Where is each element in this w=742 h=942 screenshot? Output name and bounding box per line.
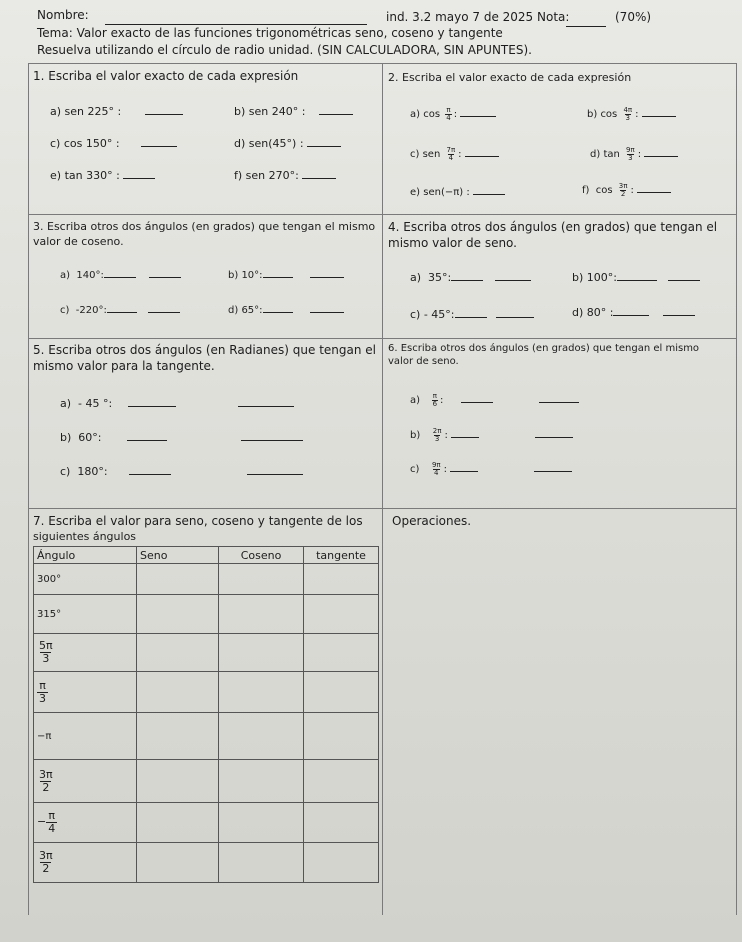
table-row [34, 634, 379, 672]
header-sine: Seno [137, 547, 219, 564]
s6-item-a: a) $\frac{\pi}{6}$ : [410, 392, 579, 408]
angle-cell: $\frac{3\pi}{2}$ [34, 843, 137, 883]
s3-item-b: b) 10°: [228, 267, 344, 281]
grid-divider [382, 63, 383, 915]
section-5-title-line1: 5. Escriba otros dos ángulos (en Radianes) que tengan el [33, 343, 376, 357]
table-row [34, 843, 379, 883]
s1-item-c: c) cos 150° : [50, 136, 177, 150]
tangent-cell[interactable] [304, 564, 379, 595]
angle-cell: 300° [34, 564, 137, 595]
name-blank[interactable] [105, 14, 367, 25]
section-2-title: 2. Escriba el valor exacto de cada expresión [388, 71, 632, 84]
s1-item-f: f) sen 270°: [234, 168, 336, 182]
percent: (70%) [615, 10, 652, 24]
tangent-cell[interactable] [304, 760, 379, 803]
table-row [34, 595, 379, 634]
header-angle: Ángulo [34, 547, 137, 564]
angle-cell: $\frac{3\pi}{2}$ [34, 760, 137, 803]
sine-cell[interactable] [137, 713, 219, 760]
name-label: Nombre: [37, 8, 89, 22]
section-1-title: 1. Escriba el valor exacto de cada expresión [33, 69, 299, 83]
s2-item-a: a) cos $\frac{\pi}{4}$ : [410, 106, 496, 122]
tangent-cell[interactable] [304, 595, 379, 634]
section-5-title-line2: mismo valor para la tangente. [33, 359, 215, 373]
topic: Tema: Valor exacto de las funciones trigonométricas seno, coseno y tangente [37, 26, 503, 40]
s2-item-d: d) tan $\frac{9\pi}{3}$ : [590, 146, 678, 162]
sine-cell[interactable] [137, 843, 219, 883]
section-3-title-line2: valor de coseno. [33, 235, 124, 248]
sine-cell[interactable] [137, 760, 219, 803]
header-cosine: Coseno [219, 547, 304, 564]
sine-cell[interactable] [137, 595, 219, 634]
header-tangent: tangente [304, 547, 379, 564]
instructions: Resuelva utilizando el círculo de radio unidad. (SIN CALCULADORA, SIN APUNTES). [37, 43, 532, 57]
table-row [34, 564, 379, 595]
table-row [34, 713, 379, 760]
table-header-row [34, 547, 379, 564]
s4-item-a: a) 35°: [410, 270, 531, 284]
s1-item-d: d) sen(45°) : [234, 136, 341, 150]
s2-item-f: f) cos $\frac{3\pi}{2}$ : [582, 182, 671, 198]
cosine-cell[interactable] [219, 634, 304, 672]
grid-border [736, 63, 737, 915]
section-7-title-line2: siguientes ángulos [33, 530, 137, 543]
cosine-cell[interactable] [219, 803, 304, 843]
cosine-cell[interactable] [219, 564, 304, 595]
cosine-cell[interactable] [219, 595, 304, 634]
sine-cell[interactable] [137, 672, 219, 713]
s2-item-b: b) cos $\frac{4\pi}{3}$ : [587, 106, 676, 122]
sine-cell[interactable] [137, 803, 219, 843]
s3-item-d: d) 65°: [228, 302, 344, 316]
angle-cell: − $\frac{\pi}{4}$ [34, 803, 137, 843]
tangent-cell[interactable] [304, 672, 379, 713]
s6-item-c: c) $\frac{9\pi}{4}$ : [410, 461, 572, 477]
section-3-title-line1: 3. Escriba otros dos ángulos (en grados) que tengan el mismo [33, 220, 376, 233]
s1-item-e: e) tan 330° : [50, 168, 155, 182]
angle-cell: $\frac{5\pi}{3}$ [34, 634, 137, 672]
s2-item-c: c) sen $\frac{7\pi}{4}$ : [410, 146, 499, 162]
sine-cell[interactable] [137, 564, 219, 595]
operations-label: Operaciones. [392, 514, 472, 528]
tangent-cell[interactable] [304, 803, 379, 843]
s3-item-a: a) 140°: [60, 267, 181, 281]
tangent-cell[interactable] [304, 843, 379, 883]
cosine-cell[interactable] [219, 672, 304, 713]
s6-item-b: b) $\frac{2\pi}{3}$ : [410, 427, 573, 443]
section-6-title-line1: 6. Escriba otros dos ángulos (en grados) que tengan el mismo [388, 343, 700, 354]
sine-cell[interactable] [137, 634, 219, 672]
cosine-cell[interactable] [219, 843, 304, 883]
grade-info: ind. 3.2 mayo 7 de 2025 Nota: [386, 10, 570, 24]
angle-cell: −π [34, 713, 137, 760]
angle-cell: 315° [34, 595, 137, 634]
s5-item-b: b) 60°: [60, 430, 303, 444]
s4-item-b: b) 100°: [572, 270, 700, 284]
table-row [34, 760, 379, 803]
s3-item-c: c) -220°: [60, 302, 180, 316]
tangent-cell[interactable] [304, 634, 379, 672]
angle-cell: $\frac{\pi}{3}$ [34, 672, 137, 713]
s4-item-c: c) - 45°: [410, 307, 534, 321]
cosine-cell[interactable] [219, 713, 304, 760]
s5-item-c: c) 180°: [60, 464, 303, 478]
s1-item-a: a) sen 225° : [50, 104, 183, 118]
grade-blank[interactable] [566, 16, 606, 27]
s5-item-a: a) - 45 °: [60, 396, 294, 410]
table-row [34, 803, 379, 843]
s2-item-e: e) sen(−π) : [410, 184, 505, 198]
s4-item-d: d) 80° : [572, 305, 695, 319]
tangent-cell[interactable] [304, 713, 379, 760]
table-row [34, 672, 379, 713]
trig-values-table [33, 546, 379, 883]
section-4-title-line1: 4. Escriba otros dos ángulos (en grados) que tengan el [388, 220, 718, 234]
cosine-cell[interactable] [219, 760, 304, 803]
section-6-title-line2: valor de seno. [388, 356, 459, 367]
section-7-title-line1: 7. Escriba el valor para seno, coseno y tangente de los [33, 514, 363, 528]
s1-item-b: b) sen 240° : [234, 104, 353, 118]
grid-border [28, 63, 29, 915]
section-4-title-line2: mismo valor de seno. [388, 236, 517, 250]
